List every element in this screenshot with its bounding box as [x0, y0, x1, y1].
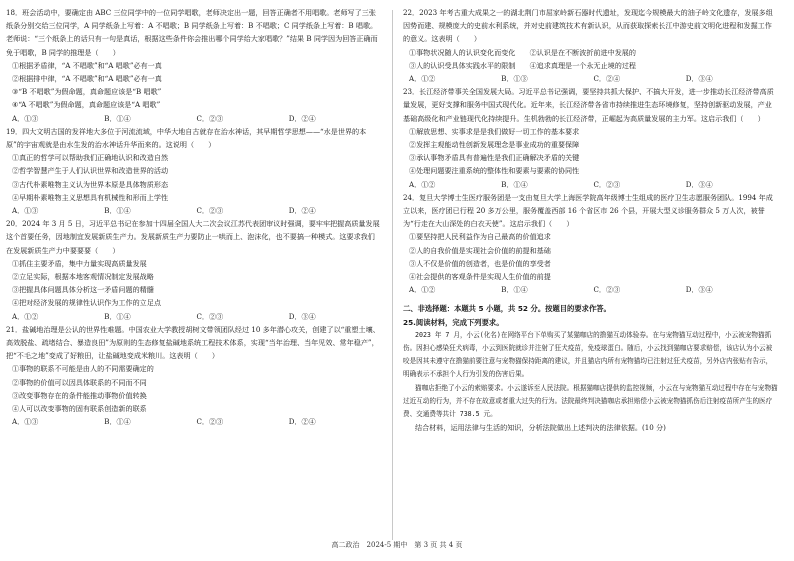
- choice-b: B．①④: [104, 113, 131, 123]
- question-25-heading: 25.阅读材料，完成下列要求。: [403, 317, 504, 327]
- choice-c: C．②③: [593, 179, 621, 189]
- option-4: ④“A 不唱歌”为假命题，真命题应该是“A 唱歌”: [12, 100, 161, 110]
- choice-a: A．①③: [12, 417, 39, 427]
- answer-choices: [6, 415, 381, 428]
- option-3: ③古代朴素唯物主义认为世界本原是具体物质形态: [12, 179, 169, 189]
- option-row-1: ①事物状况随人的认识变化而变化 ②认识是在不断波折前进中发展的: [409, 47, 636, 57]
- option-3: ③“B 不唱歌”为假命题，真命题应该是“B 唱歌”: [12, 87, 162, 97]
- question-stem: 20．2024 年 3 月 5 日，习近平总书记在参加十四届全国人大二次会议江苏代表团审议时强调，要牢牢把握高质量发展这个首要任务，因地制宜发展新质生产力。发展新质生产力要防止一哄而上、泡沫化，也不要搞一种模式。这要求我们在发展新质生产力中要要要（ ）: [6, 219, 380, 255]
- option-4: ④人可以改变事物的固有联系创造新的联系: [12, 404, 147, 414]
- question-stem: 18．班会活动中，要确定由 ABC 三位同学中的一位同学唱歌，老师决定出一题，回答正确者不用唱歌。老师写了三张纸条分别交给三位同学，A 同学纸条上写着：A 不唱歌；B 同学纸条上写着：B 不唱歌；C 同学纸条上写着：B 唱歌。老师说：“三个纸条上的话只有一句是真话，根据这些条件你会推出哪个同学给大家唱歌？”结果 B 同学因为回答正确而免于唱歌，B 同学的推理是（ ）: [6, 8, 378, 57]
- question-20: [6, 217, 381, 323]
- question-stem: 23．长江经济带事关全国发展大局。习近平总书记强调，要坚持共抓大保护、不搞大开发，进一步推动长江经济带高质量发展，更好支撑和服务中国式现代化。近年来，长江经济带各省市持续推进生态环境修复，坚持创新驱动发展，产业基础高级化和产业链现代化持续提升。生机勃勃的长江经济带，正崛起为高质量发展的主力军。这启示我们（ ）: [403, 87, 774, 123]
- choice-c: C．②④: [593, 74, 621, 84]
- choice-d: D．②④: [288, 417, 316, 427]
- question-25-task: 结合材料，运用法律与生活的知识，分析法院做出上述判决的法律依据。(10 分): [415, 423, 666, 433]
- option-1: ①根据矛盾律，“A 不唱歌”和“A 唱歌”必有一真: [12, 60, 162, 70]
- question-24: [403, 191, 778, 297]
- option-2: ②立足实际，根据本地客观情况制定发展战略: [12, 272, 154, 282]
- option-1: ①真正的哲学可以帮助我们正确地认识和改造自然: [12, 153, 169, 163]
- choice-d: D．②④: [288, 206, 316, 216]
- answer-choices: [6, 112, 381, 125]
- material-paragraph-2: 猫咖店拒绝了小云的索赔要求。小云遂诉至人民法院。根据猫咖店提供的监控视频，小云在与宠物猫互动过程中存在与宠物猫过近互动的行为，并不存在故意或者重大过失的行为。法院最终判决猫咖店承担赔偿小云被宠物猫抓伤后注射疫苗所产生的医疗费、交通费等共计 738.5 元。: [403, 383, 778, 419]
- choice-d: D．③④: [685, 74, 713, 84]
- choice-a: A．①②: [409, 74, 436, 84]
- option-1: ①事物的联系不可能是由人的不同需要确定的: [12, 364, 154, 374]
- choice-b: B．①④: [104, 206, 131, 216]
- option-1: ①要坚持把人民利益作为自己最高的价值追求: [409, 232, 551, 242]
- option-2: ②人的自我价值是实现社会价值的前提和基础: [409, 245, 551, 255]
- option-4: ④处理问题要注重系统的整体性和要素与要素的协同性: [409, 166, 580, 176]
- option-3: ③把握具体问题具体分析这一矛盾问题的精髓: [12, 285, 154, 295]
- question-21: [6, 323, 381, 429]
- option-3: ③承认事物矛盾具有普遍性是我们正确解决矛盾的关键: [409, 153, 580, 163]
- answer-choices: [403, 178, 778, 191]
- answer-choices: [6, 310, 381, 323]
- option-2: ②事物的价值可以因具体联系的不同而不同: [12, 377, 147, 387]
- choice-a: A．①②: [409, 285, 436, 295]
- choice-a: A．①②: [12, 311, 39, 321]
- left-column: [6, 6, 381, 429]
- option-2: ②发挥主观能动性创新发展理念是事业成功的重要保障: [409, 140, 580, 150]
- choice-c: C．②③: [593, 285, 621, 295]
- question-stem: 22．2023 年考古重大成果之一的湖北荆门市屈家岭新石器时代遗址，发现迄今规模最大的油子岭文化遗存，发展多组因势而建、规模庞大的史前水利系统，并对史前建筑技术有新认识，从而获取探索长江中游史前文明化进程和发掘工作的意义。这表明（ ）: [403, 8, 773, 44]
- option-4: ④把对经济发展的规律性认识作为工作的立足点: [12, 298, 161, 308]
- choice-b: B．①④: [104, 311, 131, 321]
- option-3: ③改变事物存在的条件能推动事物价值转换: [12, 390, 147, 400]
- choice-a: A．①②: [409, 179, 436, 189]
- page-footer: 高二政治 2024-5 期中 第 3 页 共 4 页: [331, 541, 463, 549]
- material-paragraph-1: 2023 年 7 月，小云(化名)在网络平台下单购买了某猫咖店的撸猫互动体验券。在与宠物猫互动过程中，小云被宠物猫抓伤。因担心感染狂犬病毒，小云到医院就诊并注射了狂犬疫苗，免疫球蛋白。随后，小云找到猫咖店要求赔偿，该店认为小云被咬是因其未遵守在撸猫前要注意与宠物猫保持距离的建议，并且猫店内所有宠物猫均已注射过狂犬疫苗，另外店内张贴有告示，明确表示不承担个人行为引发的伤害后果。: [403, 330, 773, 379]
- choice-d: D．③④: [288, 311, 316, 321]
- option-1: ①抓住主要矛盾，集中力量实现高质量发展: [12, 258, 147, 268]
- option-4: ④社会提供的客观条件是实现人生价值的前提: [409, 272, 551, 282]
- option-2: ②根据排中律，“A 不唱歌”和“A 唱歌”必有一真: [12, 74, 162, 84]
- question-18: [6, 6, 381, 125]
- option-4: ④早期朴素唯物主义思想具有机械性和形而上学性: [12, 192, 169, 202]
- answer-choices: [403, 72, 778, 85]
- option-3: ③人不仅是价值的创造者，也是价值的享受者: [409, 258, 551, 268]
- choice-a: A．①③: [12, 206, 39, 216]
- choice-b: B．①③: [501, 74, 528, 84]
- answer-choices: [403, 283, 778, 296]
- choice-b: B．①④: [104, 417, 131, 427]
- choice-d: D．③④: [685, 179, 713, 189]
- section-heading: 二、非选择题：本题共 5 小题，共 52 分。按题目的要求作答。: [403, 304, 611, 314]
- question-19: [6, 125, 381, 217]
- question-23: [403, 85, 778, 191]
- question-stem: 19．四大文明古国的发祥地大多位于河流流域，中华大地自古就存在治水神话，其早期哲学思想——“水是世界的本原”的宇宙观就是由水生发的治水神话升华而来的。这说明（ ）: [6, 126, 367, 150]
- question-22: [403, 6, 778, 85]
- choice-c: C．②③: [196, 206, 224, 216]
- right-column: [403, 6, 778, 435]
- option-1: ①解放思想、实事求是是我们做好一切工作的基本要求: [409, 126, 580, 136]
- choice-b: B．①④: [501, 179, 528, 189]
- choice-d: D．③④: [685, 285, 713, 295]
- choice-c: C．②③: [196, 311, 224, 321]
- choice-a: A．①③: [12, 113, 39, 123]
- answer-choices: [6, 204, 381, 217]
- choice-d: D．②④: [288, 113, 316, 123]
- option-2: ②哲学智慧产生于人们认识世界和改造世界的活动: [12, 166, 169, 176]
- question-stem: 24．复旦大学博士生医疗服务团是一支由复旦大学上海医学院高年级博士生组成的医疗卫生志愿服务团队。1994 年成立以来，医疗团已行程 20 多万公里，服务覆盖西部 16 个省区市 26 个县，开展大型义诊服务群众 5 万人次，被誉为“行走在大山深处的白衣天使”。这启示我们（ ）: [403, 192, 773, 229]
- option-row-2: ③人的认识受具体实践水平的限制 ④追求真理是一个永无止境的过程: [409, 60, 636, 70]
- choice-c: C．②③: [196, 113, 224, 123]
- choice-b: B．①④: [501, 285, 528, 295]
- column-divider: [392, 10, 393, 540]
- question-stem: 21．盐碱地治理是公认的世界性难题。中国农业大学教授胡树文带领团队经过 10 多年潜心攻关，创建了以“重塑土壤、高效脱盐、疏堵结合、暴造良田”为原则的生态修复盐碱地系统工程技术体系，实现“当年治理、当年见效、常年稳产”，把“不毛之地”变成了好粮田，让盐碱地变成米粮川。这表明（ ）: [6, 324, 380, 361]
- choice-c: C．②③: [196, 417, 224, 427]
